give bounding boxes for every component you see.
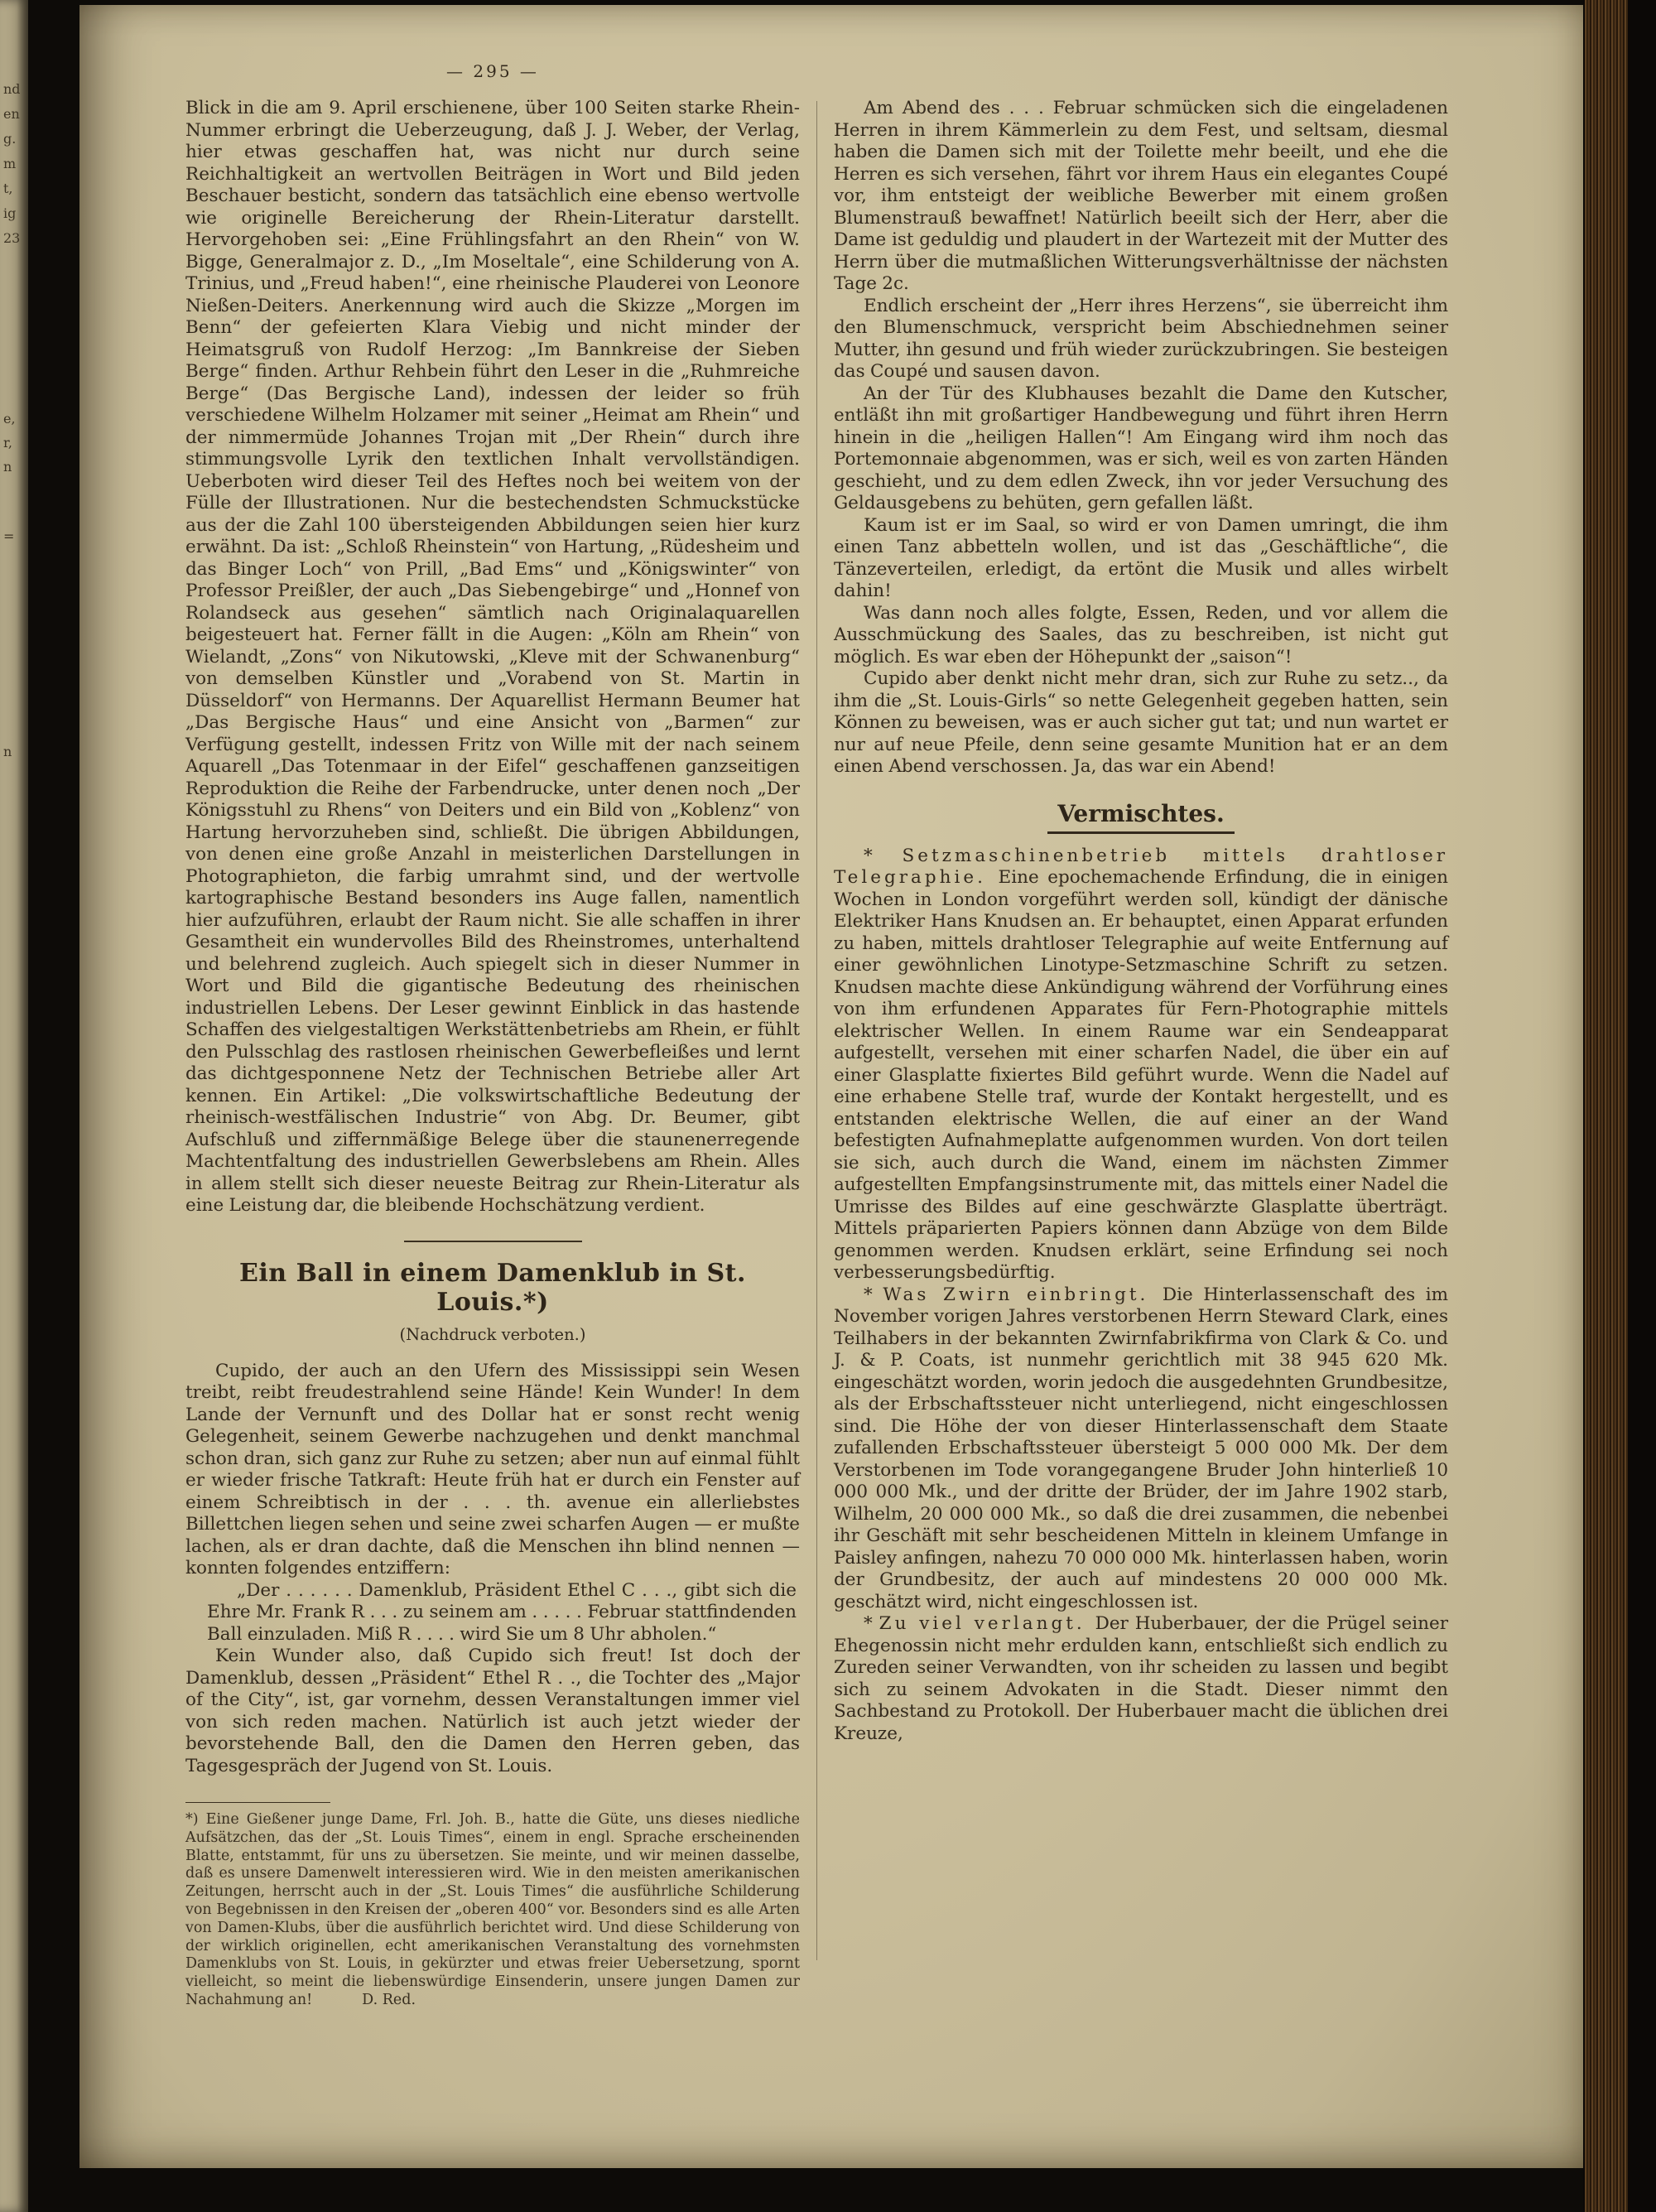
item-star-marker: *	[864, 845, 903, 866]
rhein-nummer-review: Blick in die am 9. April erschienene, über 100 Seiten starke Rhein-Nummer erbringt die Ueberzeugung, daß J. J. Weber, der Verlag, hier etwas geschaffen hat, was nicht nur durch seine Reichhaltigkeit an wertvollen Beiträgen in Wort und Bild jeden Beschauer besticht, sondern das tatsächlich eine ebenso wertvolle wie originelle Bereicherung der Rhein-Literatur darstellt. Hervorgehoben sei: „Eine Frühlingsfahrt an den Rhein“ von W. Bigge, Generalmajor z. D., „Im Moseltale“, eine Schilderung von A. Trinius, und „Freud haben!“, eine rheinische Plauderei von Leonore Nießen-Deiters. Anerkennung wird auch die Skizze „Morgen im Benn“ der gefeierten Klara Viebig und nicht minder der Heimatsgruß von Rudolf Herzog: „Im Bannkreise der Sieben Berge“ finden. Arthur Rehbein führt den Leser in die „Ruhmreiche Berge“ (Das Bergische Land), indessen der leider so früh verschiedene Wilhelm Holzamer mit seiner „Heimat am Rhein“ und der nimmermüde Johannes Trojan mit „Der Rhein“ durch ihre stimmungsvolle Lyrik den textlichen Inhalt vervollständigen. Ueberboten wird dieser Teil des Heftes noch bei weitem von der Fülle der Illustrationen. Nur die bestechendsten Schmuckstücke aus der die Zahl 100 übersteigenden Abbildungen seien hier kurz erwähnt. Da ist: „Schloß Rheinstein“ von Hartung, „Rüdesheim und das Binger Loch“ von Prill, „Bad Ems“ und „Königswinter“ von Professor Preißler, der auch „Das Siebengebirge“ und „Honnef von Rolandseck aus gesehen“ sämtlich nach Originalaquarellen beigesteuert hat. Ferner fällt in die Augen: „Köln am Rhein“ von Wielandt, „Zons“ von Nikutowski, „Kleve mit der Schwanenburg“ von demselben Künstler und „Vorabend von St. Martin in Düsseldorf“ von Hermanns. Der Aquarellist Hermann Beumer hat „Das Bergische Haus“ und eine Ansicht von „Barmen“ zur Verfügung gestellt, indessen Fritz von Wille mit der nach seinem Aquarell „Das Totenmaar in der Eifel“ geschaffenen ganzseitigen Reproduktion die Reihe der Farbendrucke, unter denen noch „Der Königsstuhl zu Rhens“ von Deiters und ein Bild von „Koblenz“ von Hartung hervorzuheben sind, schließt. Die übrigen Abbildungen, von denen eine große Anzahl in meisterlichen Darstellungen in Photographieton, die farbig umrahmt sind, und der wertvolle kartographische Bestand besonders ins Auge fallen, namentlich hier aufzuführen, erlaubt der Raum nicht. Sie alle schaffen in ihrer Gesamtheit ein wundervolles Bild des Rheinstromes, unterhaltend und belehrend zugleich. Auch spiegelt sich in dieser Nummer in Wort und Bild die gigantische Bedeutung des rheinischen industriellen Lebens. Der Leser gewinnt Einblick in das hastende Schaffen des vielgestaltigen Werkstättenbetriebs am Rhein, er fühlt den Pulsschlag des rastlosen rheinischen Gewerbefleißes und lernt das dichtgesponnene Netz der Technischen Betriebe aller Art kennen. Ein Artikel: „Die volkswirtschaftliche Bedeutung der rheinisch-westfälischen Industrie“ von Abg. Dr. Beumer, gibt Aufschluß und ziffernmäßige Belege über die staunenerregende Machtentfaltung des industriellen Gewerbslebens am Rhein. Alles in allem stellt sich dieser neueste Beitrag zur Rhein-Literatur als eine Leistung dar, die bleibende Hochschätzung verdient.	[185, 98, 800, 1216]
edge-text-fragment: g.	[3, 131, 17, 147]
reprint-notice: (Nachdruck verboten.)	[399, 1324, 586, 1344]
page-number: — 295 —	[446, 61, 539, 81]
section-title	[834, 800, 1448, 827]
section-title-text: Vermischtes.	[1047, 800, 1234, 834]
emphasized-lead: Zu viel verlangt.	[879, 1613, 1095, 1634]
herr-ihres-herzens-paragraph: Endlich erscheint der „Herr ihres Herzens“, sie überreicht ihm den Blumenschmuck, verspricht beim Abschiednehmen seiner Mutter, ihn gesund und früh wieder zurückzubringen. Sie besteigen das Coupé und sausen davon.	[834, 295, 1448, 382]
edge-text-fragment: t,	[3, 181, 13, 196]
right-column	[834, 98, 1448, 2010]
vermischtes-item-huberbauer: * Zu viel verlangt. Der Huberbauer, der die Prügel seiner Ehegenossin nicht mehr erdulden kann, entschließt sich endlich zu Zureden seiner Verwandten, von ihr scheiden zu lassen und begibt sich zu seinem Advokaten in die Stadt. Dieser nimmt den Sachbestand zu Protokoll. Der Huberbauer macht die üblichen drei Kreuze,	[834, 1613, 1448, 1744]
saal-paragraph: Kaum ist er im Saal, so wird er von Damen umringt, die ihm einen Tanz abbetteln wollen, und ist das „Geschäftliche“, die Tänzeverteilen, erledigt, da ertönt die Musik und alles wirbelt dahin!	[834, 514, 1448, 601]
previous-page-edge	[0, 0, 28, 2212]
footnote-text: *) Eine Gießener junge Dame, Frl. Joh. B., hatte die Güte, uns dieses niedliche Aufsätzchen, das der „St. Louis Times“, einem in engl. Sprache erscheinenden Blatte, entstammt, für uns zu übersetzen. Sie meinte, und wir meinen dasselbe, daß es unsere Damenwelt interessieren wird. Wie in den meisten amerikanischen Zeitungen, herrscht auch in der „St. Louis Times“ die ausführliche Schilderung von Begebnissen in den Kreisen der „oberen 400“ vor. Besonders sind es alle Arten von Damen-Klubs, über die ausführlich berichtet wird. Und diese Schilderung von der wirklich originellen, echt amerikanischen Veranstaltung des vornehmsten Damenklubs von St. Louis, in gekürzter und etwas freier Uebersetzung, spornt vielleicht, so meint die liebenswürdige Einsenderin, unsere jungen Damen zur Nachahmung an! D. Red.	[185, 1811, 800, 2008]
emphasized-lead: Setzmaschinenbetrieb mittels drahtloser Telegraphie.	[834, 845, 1449, 888]
edge-text-fragment: =	[3, 528, 15, 544]
edge-text-fragment: en	[3, 106, 20, 122]
section-separator	[404, 1241, 582, 1242]
saison-paragraph: Was dann noch alles folgte, Essen, Reden, und vor allem die Ausschmückung des Saales, das zu beschreiben, ist nicht gut möglich. Es war eben der Höhepunkt der „saison“!	[834, 602, 1448, 667]
edge-text-fragment: ig	[3, 205, 17, 221]
edge-text-fragment: n	[3, 744, 12, 759]
article-title: Ein Ball in einem Damenklub in St. Louis.*)	[239, 1258, 746, 1317]
item-star-marker: *	[864, 1284, 883, 1305]
edge-text-fragment: e,	[3, 411, 16, 426]
magazine-page	[79, 5, 1585, 2168]
book-fore-edge	[1583, 0, 1656, 2212]
vermischtes-item-zwirn: * Was Zwirn einbringt. Die Hinterlassenschaft des im November vorigen Jahres verstorbenen Herrn Steward Clark, eines Teilhabers in der bekannten Zwirnfabrikfirma von Clark & Co. und J. & P. Coats, ist nunmehr gerichtlich mit 38 945 620 Mk. eingeschätzt worden, worin jedoch die ausgedehnten Grundbesitze, als der Erbschaftssteuer nicht unterliegend, nicht eingeschlossen sind. Die Höhe der von dieser Hinterlassenschaft dem Staate zufallenden Erbschaftssteuer übersteigt 5 000 000 Mk. Der dem Verstorbenen im Tode vorangegangene Bruder John hinterließ 10 000 000 Mk., und der dritte der Brüder, der im Jahre 1902 starb, Wilhelm, 20 000 000 Mk., so daß die drei zusammen, die nebenbei ihr Geschäft mit sehr bescheidenen Mitteln in kleinem Umfange in Paisley anfingen, nahezu 70 000 000 Mk. hinterlassen haben, worin der Grundbesitz, der auch auf mindestens 20 000 000 Mk. geschätzt wird, nicht eingeschlossen ist.	[834, 1284, 1449, 1612]
text-area	[185, 98, 1484, 2010]
edge-text-fragment: nd	[3, 81, 21, 97]
damenklub-paragraph: Kein Wunder also, daß Cupido sich freut! Ist doch der Damenklub, dessen „Präsident“ Ethel R . ., die Tochter des „Major of the City“, ist, gar vornehm, dessen Veranstaltungen immer viel von sich reden machen. Natürlich ist auch jetzt wieder der bevorstehende Ball, den die Damen den Herren geben, das Tagesgespräch der Jugend von St. Louis.	[185, 1646, 800, 1776]
left-column	[185, 98, 800, 2010]
edge-text-fragment: r,	[3, 435, 12, 451]
vermischtes-item-telegraphie: * Setzmaschinenbetrieb mittels drahtloser Telegraphie. Eine epochemachende Erfindung, die in einigen Wochen in London vorgeführt werden soll, kündigt der dänische Elektriker Hans Knudsen an. Er behauptet, einen Apparat erfunden zu haben, mittels drahtloser Telegraphie auf weite Entfernung auf einer gewöhnlichen Linotype-Setzmaschine Schrift zu setzen. Knudsen machte diese Ankündigung während der Vorführung eines von ihm erfundenen Apparates für Fern-Photographie mittels elektrischer Wellen. In einem Raume war ein Sendeapparat aufgestellt, versehen mit einer scharfen Nadel, die über ein auf einer Glasplatte fixiertes Bild geführt wurde. Wenn die Nadel auf eine erhabene Stelle traf, wurde der Kontakt hergestellt, und es entstanden elektrische Wellen, die auf einer an der Wand befestigten Aufnahmeplatte aufgenommen wurden. Von dort teilen sie sich, auch durch die Wand, einem im nächsten Zimmer aufgestellten Empfangsinstrumente mit, das mittels einer Nadel die Umrisse des Bildes auf eine geschwärzte Glasplatte überträgt. Mittels präparierten Papiers können dann Abzüge von dem Bilde genommen werden. Knudsen erklärt, seine Erfindung sei noch verbesserungsbedürftig.	[834, 845, 1449, 1283]
item-star-marker: *	[864, 1613, 879, 1634]
page-stack-texture	[1585, 0, 1628, 2212]
edge-text-fragment: m	[3, 156, 17, 171]
ball-evening-paragraph: Am Abend des . . . Februar schmücken sich die eingeladenen Herren in ihrem Kämmerlein zu dem Fest, und seltsam, diesmal haben die Damen sich mit der Toilette mehr beeilt, und ehe die Herren es sich versehen, fährt vor ihrem Haus ein elegantes Coupé vor, ihm entsteigt der weibliche Bewerber mit einem großen Blumenstrauß bewaffnet! Natürlich beeilt sich der Herr, aber die Dame ist geduldig und plaudert in der Wartezeit mit der Mutter des Herrn über die mutmaßlichen Witterungsverhältnisse der nächsten Tage 2c.	[834, 98, 1448, 294]
footnote-separator	[185, 1802, 330, 1803]
footnote-signature: D. Red.	[362, 1991, 416, 2008]
column-divider	[816, 101, 817, 1960]
klubhaus-paragraph: An der Tür des Klubhauses bezahlt die Dame den Kutscher, entläßt ihn mit großartiger Handbewegung und führt ihren Herrn hinein in die „heiligen Hallen“! Am Eingang wird ihm noch das Portemonnaie abgenommen, was er sich, weil es von zarten Händen geschieht, und zu dem edlen Zweck, ihn vor jeder Versuchung des Geldausgebens zu behüten, gern gefallen läßt.	[834, 383, 1448, 513]
cupido-closing-paragraph: Cupido aber denkt nicht mehr dran, sich zur Ruhe zu setz.., da ihm die „St. Louis-Girls“ so nette Gelegenheit gegeben hatten, sein Können zu beweisen, was er auch sicher gut tat; und nun wartet er nur auf neue Pfeile, denn seine gesamte Munition hat er an dem einen Abend verschossen. Ja, das war ein Abend!	[834, 668, 1448, 777]
emphasized-lead: Was Zwirn einbringt.	[883, 1284, 1163, 1305]
cupido-paragraph: Cupido, der auch an den Ufern des Mississippi sein Wesen treibt, reibt freudestrahlend seine Hände! Kein Wunder! In dem Lande der Vernunft und des Dollar hat er sonst recht wenig Gelegenheit, seinem Gewerbe nachzugehen und denkt manchmal schon dran, sich ganz zur Ruhe zu setzen; aber nun auf einmal fühlt er wieder frische Tatkraft: Heute früh hat er durch ein Fenster auf einem Schreibtisch in der . . . th. avenue ein allerliebstes Billettchen liegen sehen und seine zwei scharfen Augen — er mußte lachen, als er dran dachte, daß die Menschen ihn blind nennen — konnten folgendes entziffern:	[185, 1360, 800, 1578]
invitation-quote: „Der . . . . . . Damenklub, Präsident Ethel C . . ., gibt sich die Ehre Mr. Frank R . . . zu seinem am . . . . . Februar stattfindenden Ball einzuladen. Miß R . . . . wird Sie um 8 Uhr abholen.“	[207, 1579, 797, 1645]
edge-text-fragment: n	[3, 459, 12, 475]
edge-text-fragment: 23	[3, 230, 21, 246]
